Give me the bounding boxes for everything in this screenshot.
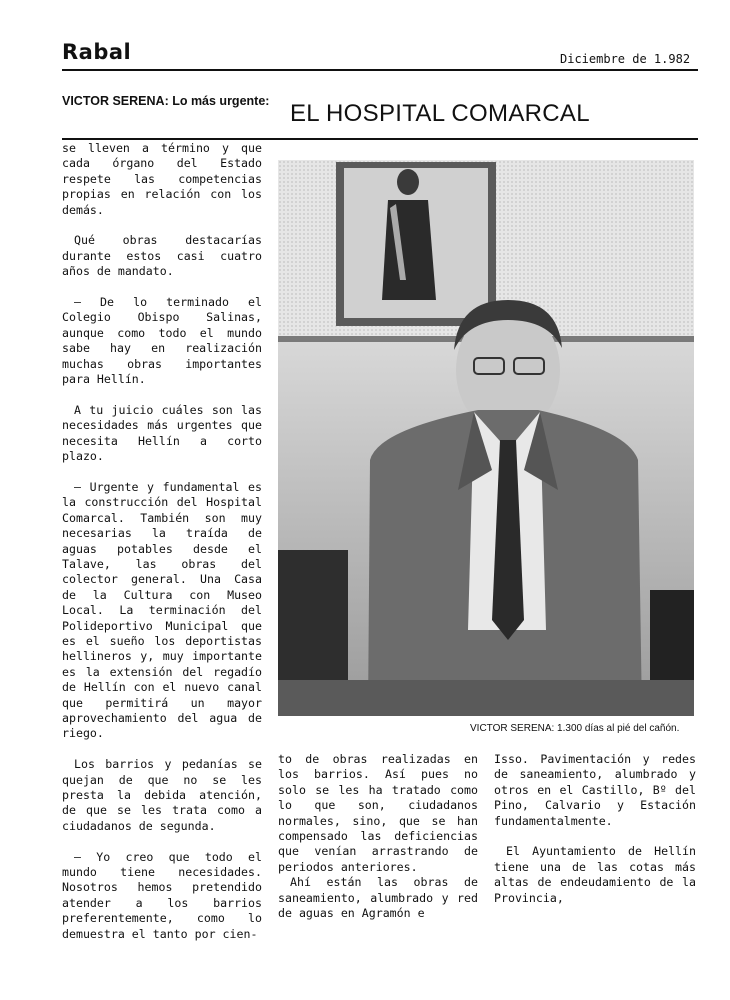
paragraph: Isso. Pavimentación y redes de saneamiento, alumbrado y otros en el Castillo, Bº del Pino, Calvario y Estación fundamentalmente. bbox=[494, 752, 696, 828]
paragraph: to de obras realizadas en los barrios. Así pues no solo se les ha tratado como lo que son, ciudadanos normales, sino, que se han compensado las deficiencias que venían arrastrando de periodos anteriores. bbox=[278, 752, 478, 874]
question: A tu juicio cuáles son las necesidades más urgentes que necesita Hellín a corto plazo. bbox=[62, 402, 262, 464]
issue-date: Diciembre de 1.982 bbox=[560, 52, 691, 66]
title-rule bbox=[62, 138, 698, 140]
answer: – Yo creo que todo el mundo tiene necesidades. Nosotros hemos pretendido atender a los barrios preferentemente, como lo demuestra el tanto por cien- bbox=[62, 849, 262, 941]
answer: – De lo terminado el Colegio Obispo Salinas, aunque como todo el mundo sabe hay en realización muchas obras importantes para Hellín. bbox=[62, 295, 262, 387]
column-3 bbox=[494, 752, 696, 921]
question: Qué obras destacarías durante estos casi cuatro años de mandato. bbox=[62, 233, 262, 279]
portrait-photo bbox=[278, 160, 694, 716]
column-1 bbox=[62, 141, 262, 957]
article-title: EL HOSPITAL COMARCAL bbox=[290, 100, 590, 127]
article-kicker: VICTOR SERENA: Lo más urgente: bbox=[62, 94, 270, 108]
question: Los barrios y pedanías se quejan de que no se les presta la debida atención, de que se les trata como a ciudadanos de segunda. bbox=[62, 757, 262, 833]
portrait-image bbox=[278, 160, 694, 716]
paragraph: se lleven a término y que cada órgano del Estado respete las competencias propias en relación con los demás. bbox=[62, 141, 262, 217]
masthead: Rabal bbox=[62, 40, 132, 64]
column-2 bbox=[278, 752, 478, 937]
paragraph: El Ayuntamiento de Hellín tiene una de las cotas más altas de endeudamiento de la Provincia, bbox=[494, 844, 696, 905]
photo-caption: VICTOR SERENA: 1.300 días al pié del cañón. bbox=[470, 723, 680, 734]
paragraph: Ahí están las obras de saneamiento, alumbrado y red de aguas en Agramón e bbox=[278, 875, 478, 921]
answer: – Urgente y fundamental es la construcción del Hospital Comarcal. También son muy necesarias la traída de aguas potables desde el Talave, las obras del colector general. Una Casa de la Cultura con Museo Local. La terminación del Polideportivo Municipal que es el sueño los deportistas hellineros y, muy importante es la extensión del regadío de Hellín con el nuevo canal que permitirá un mayor aprovechamiento del agua de riego. bbox=[62, 479, 262, 741]
header-rule bbox=[62, 69, 698, 71]
